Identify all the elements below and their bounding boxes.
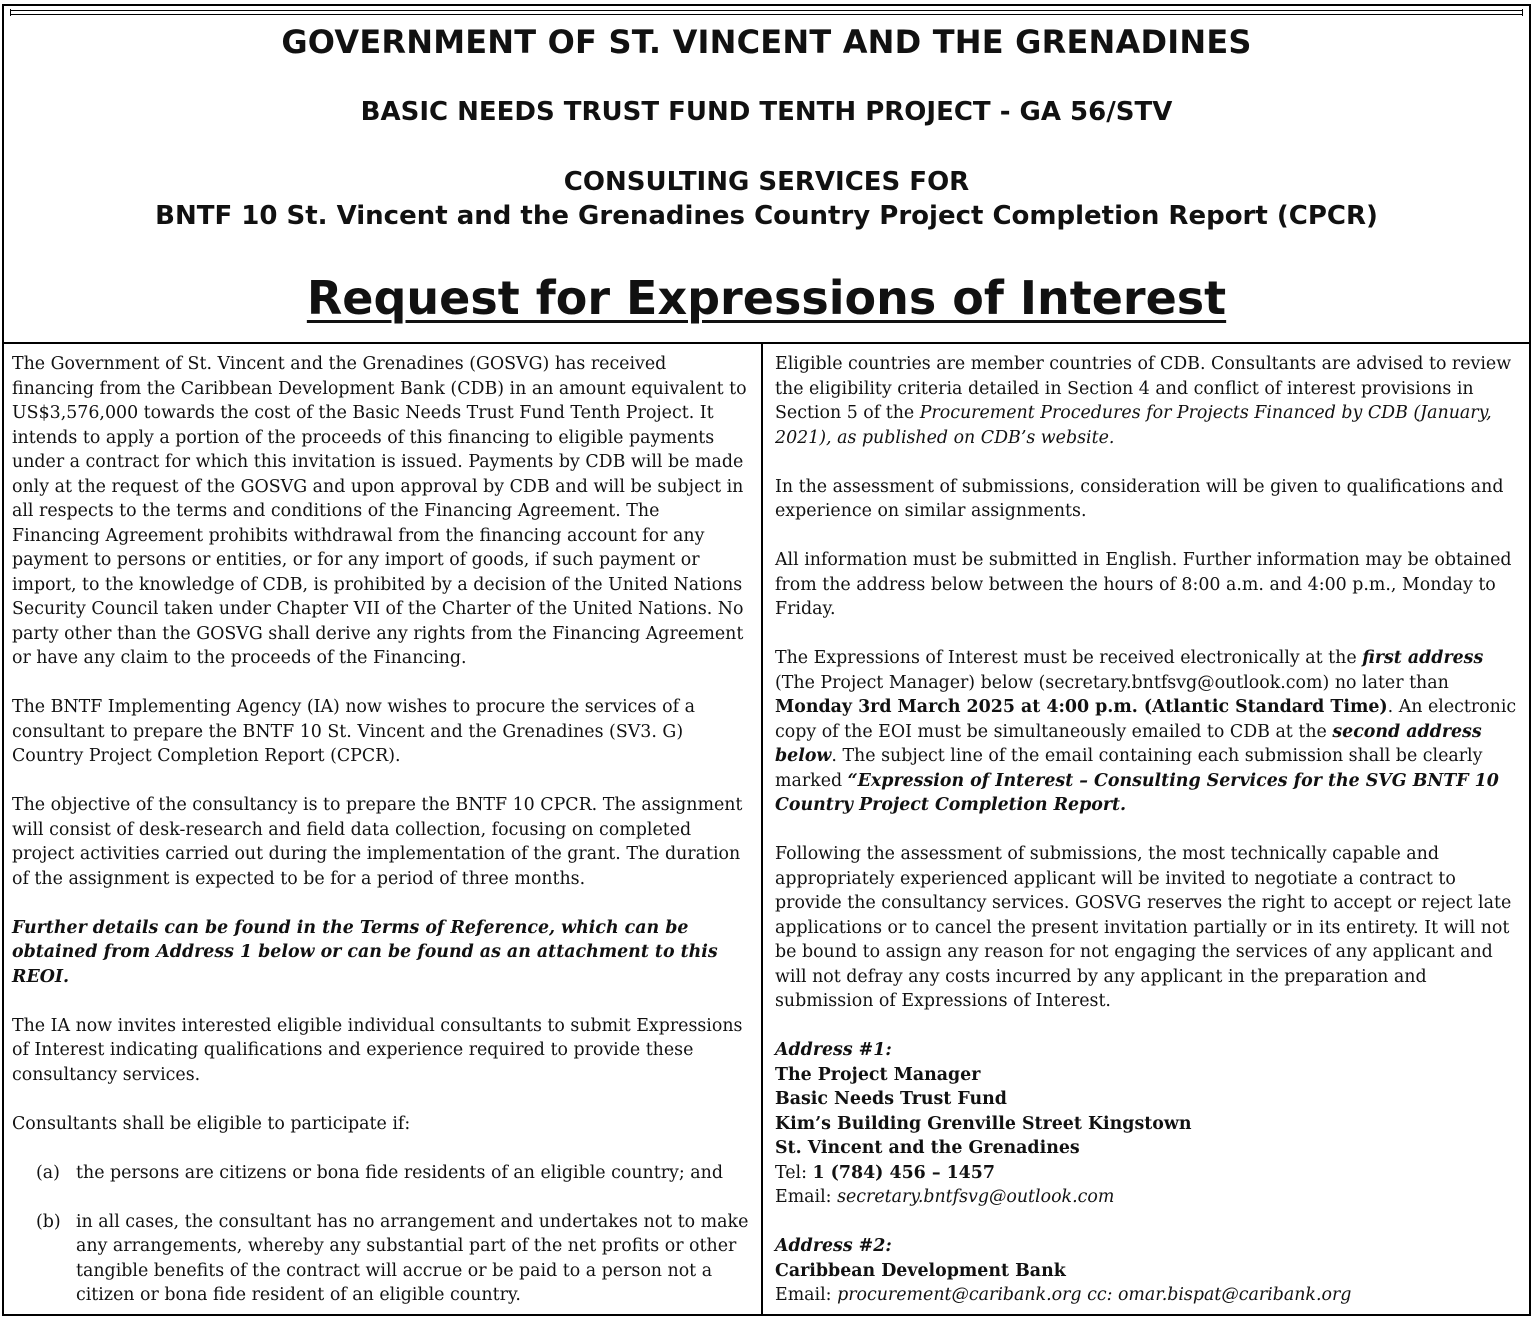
eligibility-intro: Consultants shall be eligible to participate if: — [12, 1113, 411, 1134]
page-title — [4, 271, 1529, 325]
report-subtitle: BNTF 10 St. Vincent and the Grenadines Country Project Completion Report (CPCR) — [155, 201, 1378, 231]
list-text: in all cases, the consultant has no arrangement and undertakes not to make any arrangements, whereby any substantial part of the net profits or other tangible benefits of the contract will accrue or be paid to a person not a citizen or bona fide resident of an eligible country. — [76, 1211, 749, 1305]
address-line: Caribbean Development Bank — [775, 1260, 1066, 1281]
address-line: Basic Needs Trust Fund — [775, 1089, 1007, 1109]
submission-text: . The subject line of the email containing each submission shall be clearly marked — [775, 746, 1483, 791]
column-divider — [761, 344, 763, 1314]
email-address[interactable]: secretary.bntfsvg@outlook.com — [837, 1187, 1115, 1207]
email-label: Email: — [775, 1285, 838, 1305]
email-line — [775, 1283, 1527, 1308]
financing-paragraph: The Government of St. Vincent and the Grenadines (GOSVG) has received financing from the Caribbean Development Bank (CDB) in an amount equivalent to US$3,576,000 towards the cost of the Basic Needs Trust Fund Tenth Project. It intends to apply a portion of the proceeds of this financing to eligible payments under a contract for which this invitation is issued. Payments by CDB will be made only at the request of the GOSVG and upon approval by CDB and will be subject in all respects to the terms and conditions of the Financing Agreement. The Financing Agreement prohibits withdrawal from the financing account for any payment to persons or entities, or for any import of goods, if such payment or import, to the knowledge of CDB, is prohibited by a decision of the United Nations Security Council taken under Chapter VII of the Charter of the United Nations. No party other than the GOSVG shall derive any rights from the Financing Agreement or have any claim to the proceeds of the Financing. — [12, 354, 747, 668]
deadline: Monday 3rd March 2025 at 4:00 p.m. (Atlantic Standard Time) — [775, 697, 1388, 717]
top-border-rule — [10, 9, 1523, 16]
following-assessment-paragraph: Following the assessment of submissions, the most technically capable and appropriately experienced applicant will be invited to negotiate a contract to provide the consultancy services. GOSVG reserves the right to accept or reject late applications or to cancel the present invitation partially or in its entirety. It will not be bound to assign any reason for not engaging the services of any applicant and will not defray any costs incurred by any applicant in the preparation and submission of Expressions of Interest. — [775, 844, 1512, 1011]
second-address-emphasis: second address below — [775, 721, 1482, 766]
email-line — [775, 1185, 1527, 1210]
address-line: St. Vincent and the Grenadines — [775, 1138, 1080, 1158]
submission-paragraph — [775, 646, 1527, 818]
procurement-procedures-reference: Procurement Procedures for Projects Financed by CDB (January, 2021), as published on CDB’s website. — [775, 403, 1492, 448]
invitation-paragraph: The IA now invites interested eligible individual consultants to submit Expressions of Interest indicating qualifications and experience required to provide these consultancy services. — [12, 1015, 743, 1085]
further-details-paragraph: Further details can be found in the Terms of Reference, which can be obtained from Address 1 below or can be found as an attachment to this REOI. — [12, 917, 718, 987]
list-item — [12, 1210, 752, 1308]
information-paragraph: All information must be submitted in English. Further information may be obtained from the address below between the hours of 8:00 a.m. and 4:00 p.m., Monday to Friday. — [775, 550, 1512, 619]
government-title: GOVERNMENT OF ST. VINCENT AND THE GRENADINES — [281, 23, 1252, 61]
left-column — [12, 352, 752, 1332]
list-marker: (b) — [36, 1211, 61, 1232]
request-heading: Request for Expressions of Interest — [306, 271, 1227, 325]
email-label: Email: — [775, 1187, 838, 1207]
list-item — [12, 1161, 752, 1186]
first-address-emphasis: first address — [1362, 648, 1484, 668]
list-text: the persons are citizens or bona fide residents of an eligible country; and — [76, 1162, 723, 1183]
consulting-heading: CONSULTING SERVICES FOR — [563, 167, 970, 197]
submission-text: (The Project Manager) below (secretary.bntfsvg@outlook.com) no later than — [775, 672, 1449, 693]
project-title: BASIC NEEDS TRUST FUND TENTH PROJECT - GA 56/STV — [360, 97, 1173, 127]
header-divider — [4, 342, 1529, 344]
telephone-line — [775, 1161, 1527, 1186]
right-column — [775, 352, 1527, 1332]
assessment-paragraph: In the assessment of submissions, consideration will be given to qualifications and experience on similar assignments. — [775, 476, 1504, 521]
address-line: The Project Manager — [775, 1064, 981, 1085]
advertisement-page — [2, 4, 1531, 1316]
address-line: Kim’s Building Grenville Street Kingstown — [775, 1113, 1192, 1134]
email-address[interactable]: procurement@caribank.org cc: omar.bispat@caribank.org — [837, 1285, 1352, 1305]
subject-line: “Expression of Interest – Consulting Services for the SVG BNTF 10 Country Project Completion Report. — [775, 770, 1499, 815]
tel-label: Tel: — [775, 1162, 813, 1183]
objective-paragraph: The objective of the consultancy is to prepare the BNTF 10 CPCR. The assignment will consist of desk-research and field data collection, focusing on completed project activities carried out during the implementation of the grant. The duration of the assignment is expected to be for a period of three months. — [12, 795, 743, 889]
address-1-label: Address #1: — [775, 1040, 892, 1060]
tel-number: 1 (784) 456 – 1457 — [812, 1162, 995, 1183]
address-2-label: Address #2: — [775, 1236, 892, 1256]
submission-text: The Expressions of Interest must be received electronically at the — [775, 648, 1363, 668]
eligible-countries-paragraph — [775, 352, 1527, 450]
submission-text: . An electronic copy of the EOI must be simultaneously emailed to CDB at the — [775, 697, 1517, 742]
list-marker: (a) — [36, 1162, 60, 1183]
procurement-paragraph: The BNTF Implementing Agency (IA) now wishes to procure the services of a consultant to prepare the BNTF 10 St. Vincent and the Grenadines (SV3. G) Country Project Completion Report (CPCR). — [12, 697, 695, 766]
address-1-block — [775, 1038, 1527, 1210]
address-2-block — [775, 1234, 1527, 1308]
eligible-text: Eligible countries are member countries of CDB. Consultants are advised to review the eligibility criteria detailed in Section 4 and conflict of interest provisions in Section 5 of the — [775, 354, 1512, 423]
